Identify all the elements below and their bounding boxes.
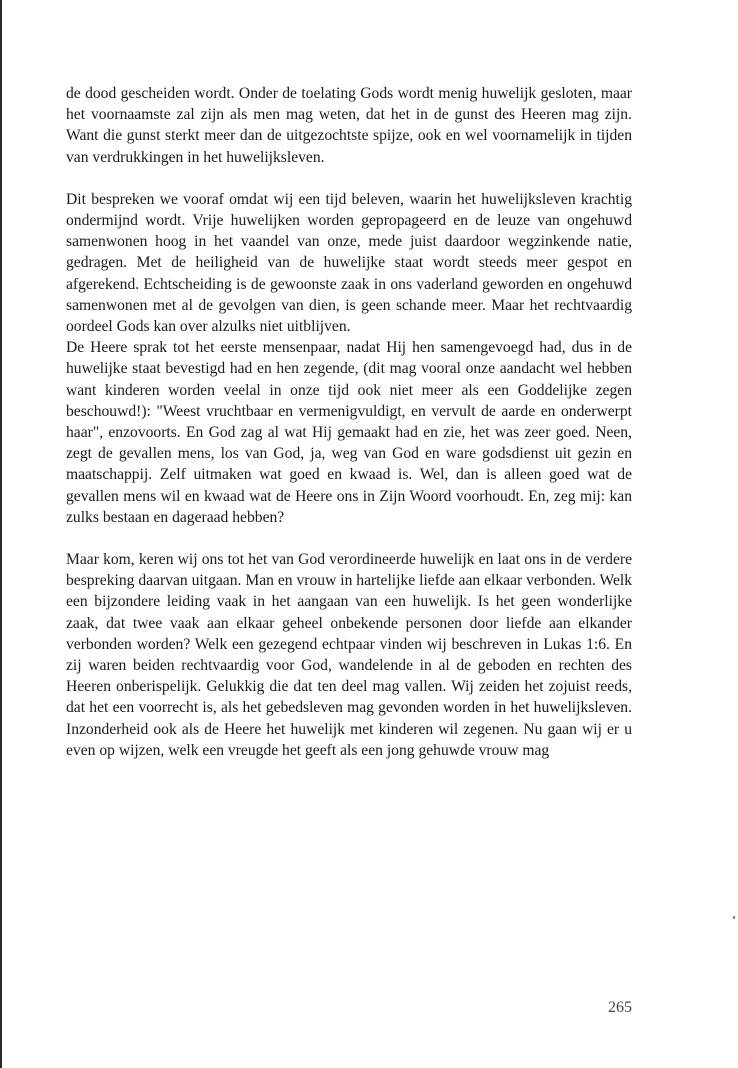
- scan-left-edge: [0, 0, 2, 1068]
- paragraph-2: Dit bespreken we vooraf omdat wij een tijd beleven, waarin het huwelijksleven krachtig ondermijnd wordt. Vrije huwelijken worden gepropageerd en de leuze van ongehuwd samenwonen hoog in het vaandel van onze, mede juist daardoor wegzinkende natie, gedragen. Met de heiligheid van de huwelijke staat wordt steeds meer gespot en afgerekend. Echtscheiding is de gewoonste zaak in ons vaderland geworden en ongehuwd samenwonen met al de gevolgen van dien, is geen schande meer. Maar het rechtvaardig oordeel Gods kan over alzulks niet uitblijven.: [66, 190, 632, 336]
- paragraph-3: De Heere sprak tot het eerste mensenpaar, nadat Hij hen samengevoegd had, dus in de huwelijke staat bevestigd had en hen zegende, (dit mag vooral onze aandacht wel hebben want kinderen worden veelal in onze tijd ook niet meer als een Goddelijke zegen beschouwd!): "Weest vruchtbaar en vermenigvuldigt, en vervult de aarde en onderwerpt haar", enzovoorts. En God zag al wat Hij gemaakt had en zie, het was zeer goed. Neen, zegt de gevallen mens, los van God, ja, weg van God en ware godsdienst uit gezin en maatschappij. Zelf uitmaken wat goed en kwaad is. Wel, dan is alleen goed wat de gevallen mens wil en kwaad wat de Heere ons in Zijn Woord voorhoudt. En, zeg mij: kan zulks bestaan en dageraad hebben?: [66, 339, 632, 526]
- paragraph-4: Maar kom, keren wij ons tot het van God verordineerde huwelijk en laat ons in de verdere bespreking daarvan uitgaan. Man en vrouw in hartelijke liefde aan elkaar verbonden. Welk een bijzondere leiding vaak in het aangaan van een huwelijk. Is het geen wonderlijke zaak, dat twee vaak aan elkaar geheel onbekende personen door liefde aan elkander verbonden worden? Welk een gezegend echtpaar vinden wij beschreven in Lukas 1:6. En zij waren beiden rechtvaardig voor God, wandelende in al de geboden en rechten des Heeren onberispelijk. Gelukkig die dat ten deel mag vallen. Wij zeiden het zojuist reeds, dat het een voorrecht is, als het gebedsleven mag gevonden worden in het huwelijksleven. Inzonderheid ook als de Heere het huwelijk met kinderen wil zegenen. Nu gaan wij er u even op wijzen, welk een vreugde het geeft als een jong gehuwde vrouw mag: [66, 551, 632, 759]
- scan-speck: [733, 916, 735, 919]
- page-number: 265: [608, 999, 632, 1016]
- page-body: [66, 83, 632, 761]
- paragraph-1: de dood gescheiden wordt. Onder de toelating Gods wordt menig huwelijk gesloten, maar het voornaamste zal zijn als men mag weten, dat het in de gunst des Heeren mag zijn. Want die gunst sterkt meer dan de uitgezochtste spijze, ook en wel voornamelijk in tijden van verdrukkingen in het huwelijksleven.: [66, 85, 632, 166]
